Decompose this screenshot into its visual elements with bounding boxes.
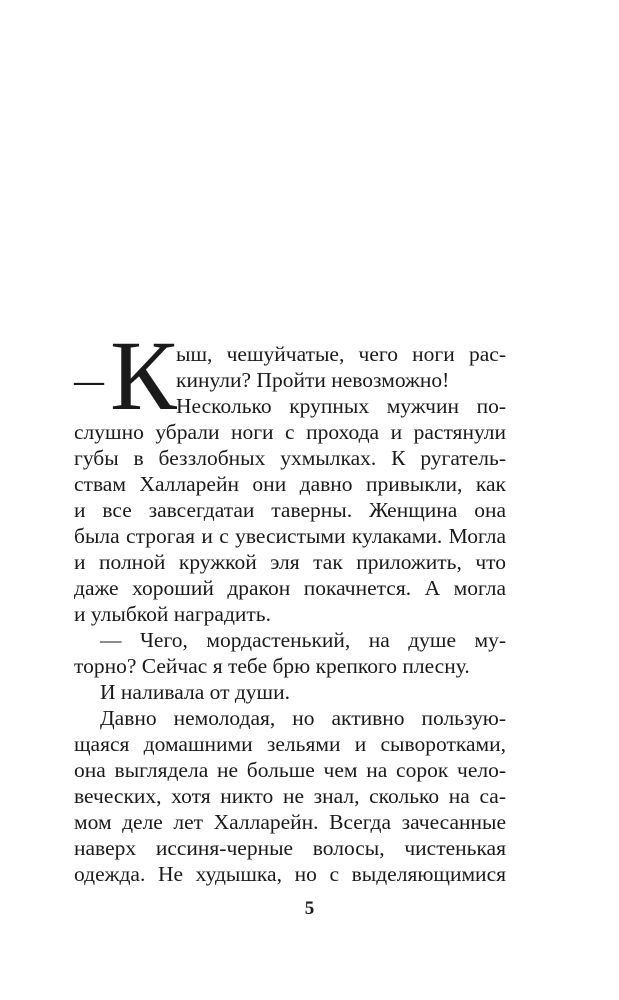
text-line: губы в беззлобных ухмылках. К ругатель- <box>74 446 506 470</box>
text-line: — Чего, мордастенький, на душе му- <box>100 628 506 652</box>
text-line: она выглядела не больше чем на сорок чело- <box>74 758 506 782</box>
text-line: кинули? Пройти невозможно! <box>176 368 450 392</box>
text-line: была строгая и с увесистыми кулаками. Могла <box>74 524 506 548</box>
text-line: ствам Халларейн они давно привыкли, как <box>74 472 506 496</box>
text-line: даже хороший дракон покачнется. А могла <box>74 576 506 600</box>
text-line: и улыбкой наградить. <box>74 602 271 626</box>
text-line: слушно убрали ноги с прохода и растянули <box>74 420 506 444</box>
text-line: и полной кружкой эля так приложить, что <box>74 550 506 574</box>
drop-cap-letter: К <box>110 320 177 431</box>
text-line: наверх иссиня-черные волосы, чистенькая <box>74 836 506 860</box>
text-line: мом деле лет Халларейн. Всегда зачесанные <box>74 810 506 834</box>
page-number: 5 <box>304 898 315 919</box>
text-line: ыш, чешуйчатые, чего ноги рас- <box>176 342 506 366</box>
text-line: торно? Сейчас я тебе брю крепкого плесну. <box>74 654 470 678</box>
text-line: веческих, хотя никто не знал, сколько на са- <box>74 784 506 808</box>
text-line: щаяся домашними зельями и сыворотками, <box>74 732 506 756</box>
text-line: и все завсегдатаи таверны. Женщина она <box>74 498 506 522</box>
text-line: Давно немолодая, но активно пользую- <box>100 706 506 730</box>
text-line: одежда. Не худышка, но с выделяющимися <box>74 862 506 886</box>
text-line: И наливала от души. <box>100 680 290 704</box>
text-line: Несколько крупных мужчин по- <box>176 394 506 418</box>
drop-cap-dash: — <box>74 365 104 398</box>
